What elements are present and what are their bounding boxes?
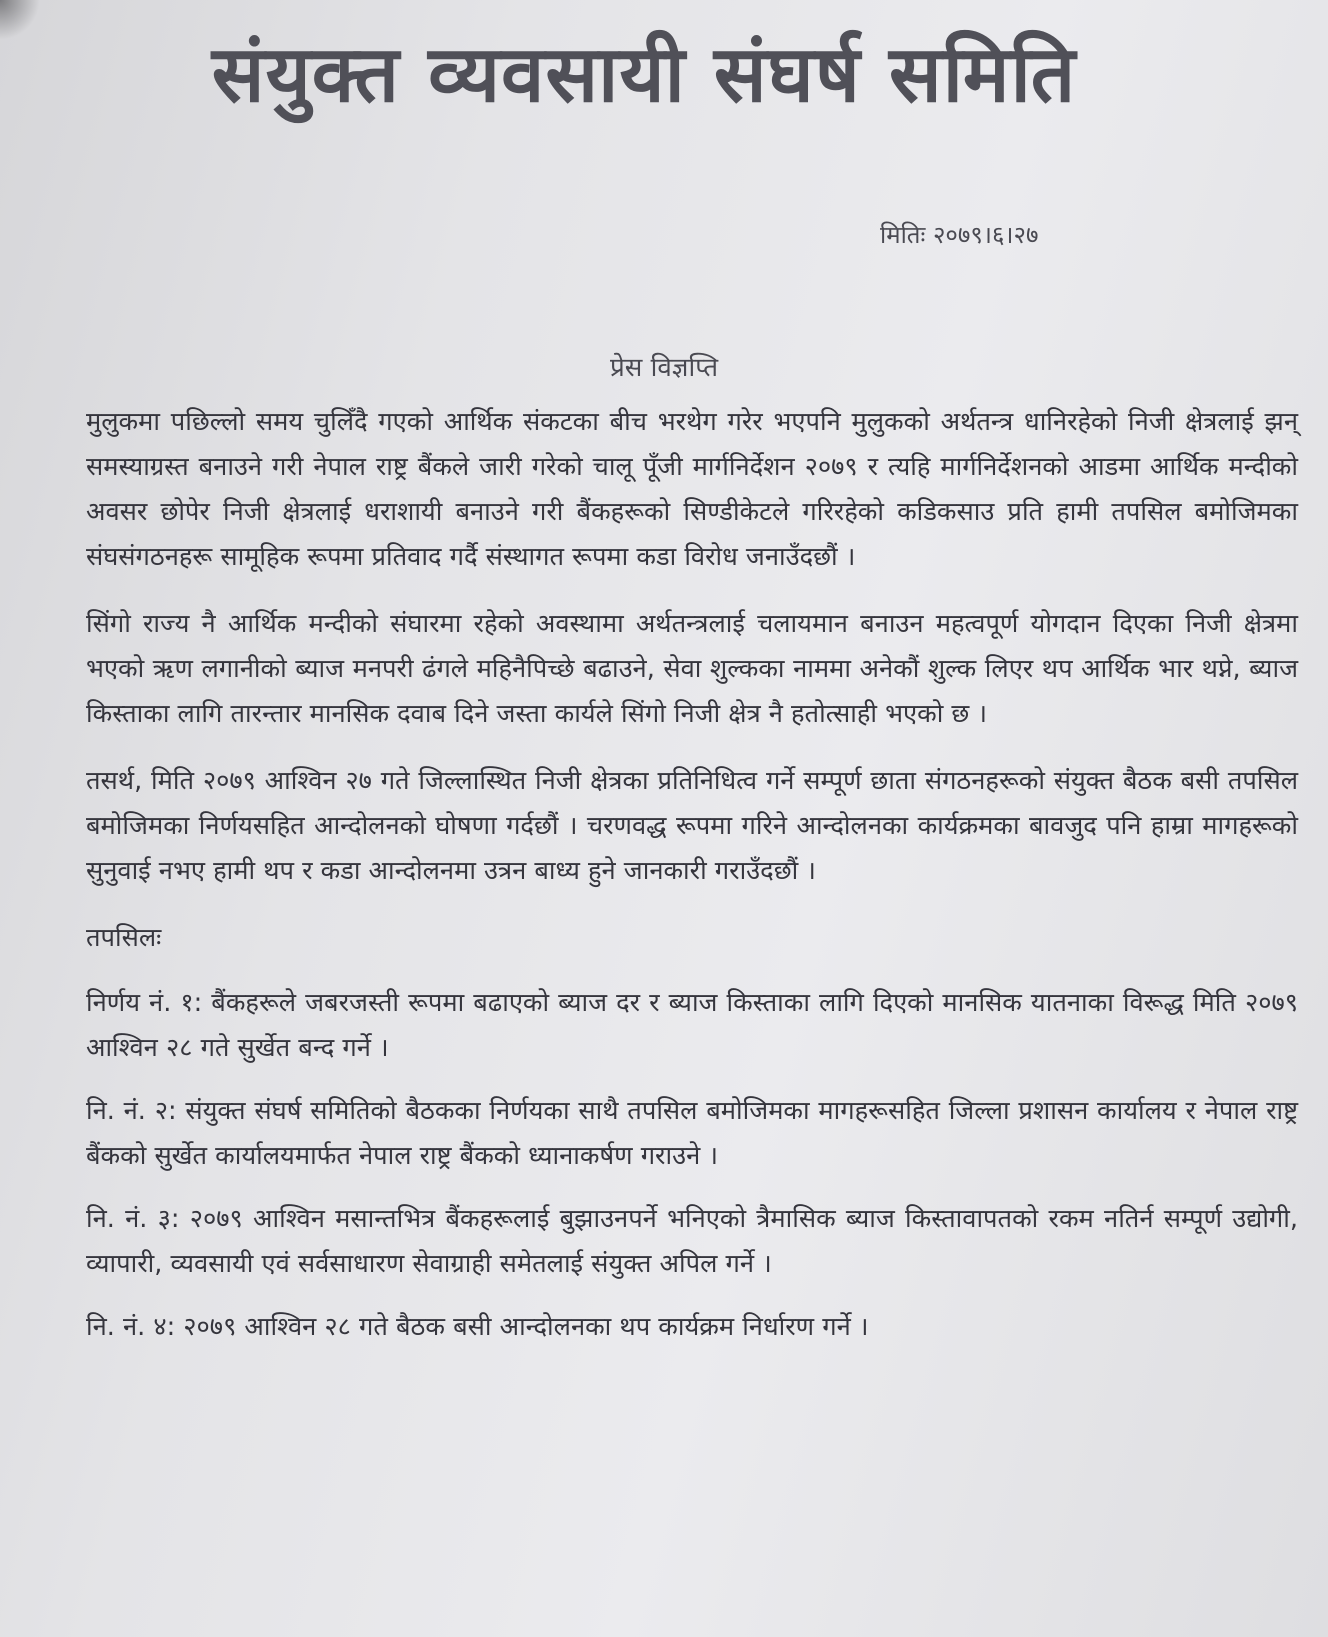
- document-body: [86, 400, 1298, 1368]
- document-heading: प्रेस विज्ञप्ति: [609, 353, 719, 383]
- body-paragraph-2: सिंगो राज्य नै आर्थिक मन्दीको संघारमा रहेको अवस्थामा अर्थतन्त्रलाई चलायमान बनाउन महत्वपूर्ण योगदान दिएका निजी क्षेत्रमा भएको ऋण लगानीको ब्याज मनपरी ढंगले महिनैपिच्छे बढाउने, सेवा शुल्कका नाममा अनेकौं शुल्क लिएर थप आर्थिक भार थप्ने, ब्याज किस्ताका लागि तारन्तार मानसिक दवाब दिने जस्ता कार्यले सिंगो निजी क्षेत्र नै हतोत्साही भएको छ ।: [86, 609, 1298, 729]
- body-paragraph-1: मुलुकमा पछिल्लो समय चुलिँदै गएको आर्थिक संकटका बीच भरथेग गरेर भएपनि मुलुकको अर्थतन्त्र धानिरहेको निजी क्षेत्रलाई झन् समस्याग्रस्त बनाउने गरी नेपाल राष्ट्र बैंकले जारी गरेको चालू पूँजी मार्गनिर्देशन २०७९ र त्यहि मार्गनिर्देशनको आडमा आर्थिक मन्दीको अवसर छोपेर निजी क्षेत्रलाई धराशायी बनाउने गरी बैंकहरूको सिण्डीकेटले गरिरहेको कडिकसाउ प्रति हामी तपसिल बमोजिमका संघसंगठनहरू सामूहिक रूपमा प्रतिवाद गर्दै संस्थागत रूपमा कडा विरोध जनाउँदछौं ।: [86, 407, 1298, 572]
- letterhead-title: संयुक्त व्यवसायी संघर्ष समिति: [211, 30, 1077, 120]
- document-date: मितिः २०७९।६।२७: [880, 221, 1039, 249]
- decision-1: निर्णय नं. १: बैंकहरूले जबरजस्ती रूपमा बढाएको ब्याज दर र ब्याज किस्ताका लागि दिएको मानसिक यातनाका विरूद्ध मिति २०७९ आश्विन २८ गते सुर्खेत बन्द गर्ने ।: [86, 988, 1298, 1063]
- decision-4: नि. नं. ४: २०७९ आश्विन २८ गते बैठक बसी आन्दोलनका थप कार्यक्रम निर्धारण गर्ने ।: [86, 1312, 869, 1342]
- schedule-label: तपसिलः: [86, 923, 162, 953]
- decision-2: नि. नं. २: संयुक्त संघर्ष समितिको बैठकका निर्णयका साथै तपसिल बमोजिमका मागहरूसहित जिल्ला प्रशासन कार्यालय र नेपाल राष्ट्र बैंकको सुर्खेत कार्यालयमार्फत नेपाल राष्ट्र बैंकको ध्यानाकर्षण गराउने ।: [86, 1096, 1298, 1171]
- decision-3: नि. नं. ३: २०७९ आश्विन मसान्तभित्र बैंकहरूलाई बुझाउनपर्ने भनिएको त्रैमासिक ब्याज किस्तावापतको रकम नतिर्न सम्पूर्ण उद्योगी, व्यापारी, व्यवसायी एवं सर्वसाधारण सेवाग्राही समेतलाई संयुक्त अपिल गर्ने ।: [86, 1204, 1298, 1279]
- body-paragraph-3: तसर्थ, मिति २०७९ आश्विन २७ गते जिल्लास्थित निजी क्षेत्रका प्रतिनिधित्व गर्ने सम्पूर्ण छाता संगठनहरूको संयुक्त बैठक बसी तपसिल बमोजिमका निर्णयसहित आन्दोलनको घोषणा गर्दछौं । चरणवद्ध रूपमा गरिने आन्दोलनका कार्यक्रमका बावजुद पनि हाम्रा मागहरूको सुनुवाई नभए हामी थप र कडा आन्दोलनमा उत्रन बाध्य हुने जानकारी गराउँदछौं ।: [86, 766, 1298, 886]
